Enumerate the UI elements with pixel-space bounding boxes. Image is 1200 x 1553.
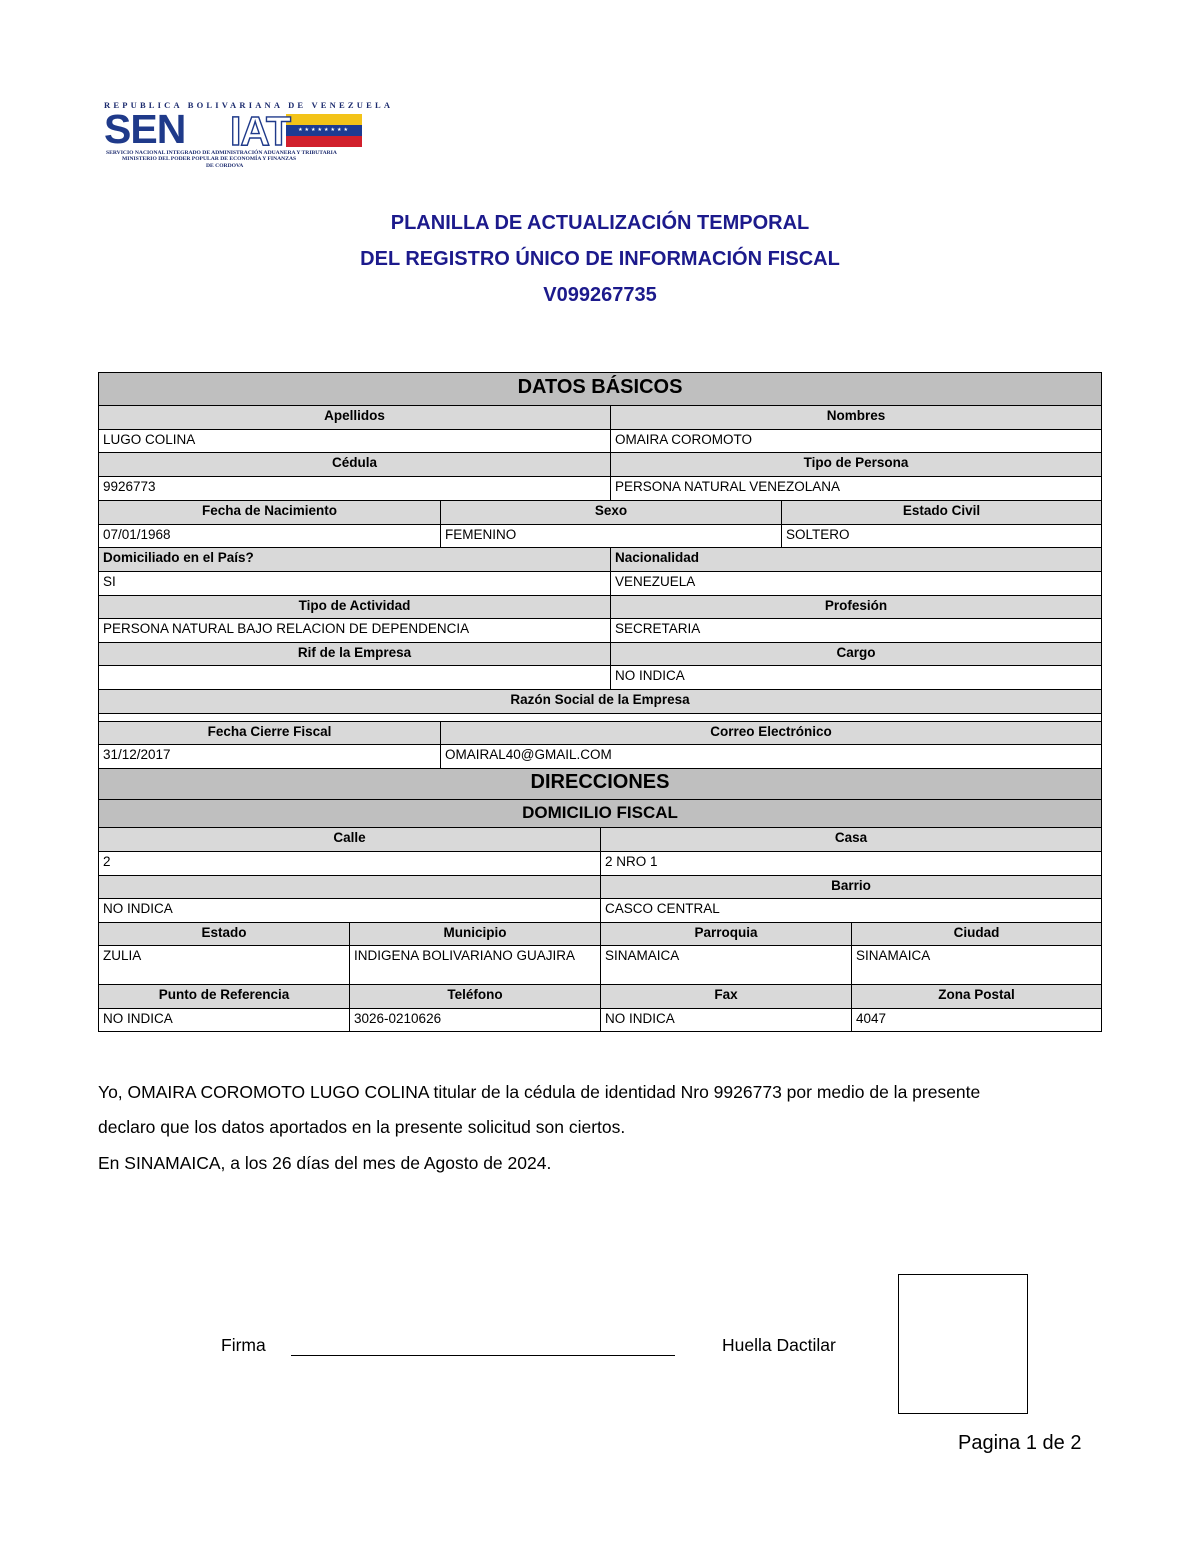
value-telefono: 3026-0210626	[349, 1008, 600, 1032]
page-number: Pagina 1 de 2	[958, 1432, 1082, 1454]
huella-label: Huella Dactilar	[722, 1335, 836, 1355]
label-nacionalidad: Nacionalidad	[610, 547, 1102, 571]
label-nombres: Nombres	[610, 405, 1102, 429]
value-estado: ZULIA	[98, 945, 349, 984]
value-barrio: CASCO CENTRAL	[600, 898, 1102, 922]
logo-republic-text: REPUBLICA BOLIVARIANA DE VENEZUELA	[104, 100, 394, 110]
label-sexo: Sexo	[440, 500, 781, 524]
label-estado: Estado	[98, 922, 349, 945]
fingerprint-box	[898, 1274, 1028, 1414]
label-fax: Fax	[600, 984, 851, 1008]
section-domicilio-fiscal: DOMICILIO FISCAL	[98, 799, 1102, 827]
label-barrio: Barrio	[600, 875, 1102, 898]
label-municipio: Municipio	[349, 922, 600, 945]
value-punto-referencia: NO INDICA	[98, 1008, 349, 1032]
label-casa: Casa	[600, 827, 1102, 851]
label-ciudad: Ciudad	[851, 922, 1102, 945]
value-calle: 2	[98, 851, 600, 875]
registration-table	[98, 372, 1102, 1032]
value-fax: NO INDICA	[600, 1008, 851, 1032]
value-parroquia: SINAMAICA	[600, 945, 851, 984]
firma-label: Firma	[221, 1335, 266, 1355]
label-profesion: Profesión	[610, 595, 1102, 618]
signature-line	[291, 1355, 675, 1356]
value-estado-civil: SOLTERO	[781, 524, 1102, 547]
page-title: PLANILLA DE ACTUALIZACIÓN TEMPORAL	[390, 212, 810, 234]
value-fecha-nacimiento: 07/01/1968	[98, 524, 440, 547]
label-calle: Calle	[98, 827, 600, 851]
label-cargo: Cargo	[610, 642, 1102, 665]
label-punto-referencia: Punto de Referencia	[98, 984, 349, 1008]
section-direcciones: DIRECCIONES	[98, 768, 1102, 799]
label-parroquia: Parroquia	[600, 922, 851, 945]
label-rif-empresa: Rif de la Empresa	[98, 642, 610, 665]
value-cargo: NO INDICA	[610, 665, 1102, 689]
value-nombres: OMAIRA COROMOTO	[610, 429, 1102, 452]
value-fecha-cierre: 31/12/2017	[98, 744, 440, 768]
value-rif-empresa	[98, 665, 610, 689]
value-profesion: SECRETARIA	[610, 618, 1102, 642]
label-razon-social: Razón Social de la Empresa	[98, 689, 1102, 713]
seniat-logo	[104, 100, 394, 176]
value-nacionalidad: VENEZUELA	[610, 571, 1102, 595]
value-zona-postal: 4047	[851, 1008, 1102, 1032]
label-fecha-cierre: Fecha Cierre Fiscal	[98, 721, 440, 744]
value-municipio: INDIGENA BOLIVARIANO GUAJIRA	[349, 945, 600, 984]
value-tipo-persona: PERSONA NATURAL VENEZOLANA	[610, 476, 1102, 500]
declaration-line-1: Yo, OMAIRA COROMOTO LUGO COLINA titular de la cédula de identidad Nro 9926773 por medio de la presente	[98, 1082, 981, 1102]
label-telefono: Teléfono	[349, 984, 600, 1008]
section-datos-basicos: DATOS BÁSICOS	[98, 372, 1102, 405]
value-domiciliado: SI	[98, 571, 610, 595]
value-apellidos: LUGO COLINA	[98, 429, 610, 452]
value-urbanizacion: NO INDICA	[98, 898, 600, 922]
logo-brand-left: SEN	[104, 106, 186, 152]
label-correo: Correo Electrónico	[440, 721, 1102, 744]
value-casa: 2 NRO 1	[600, 851, 1102, 875]
value-cedula: 9926773	[98, 476, 610, 500]
page-subtitle: DEL REGISTRO ÚNICO DE INFORMACIÓN FISCAL	[360, 248, 840, 270]
value-razon-social	[98, 713, 1102, 721]
value-correo: OMAIRAL40@GMAIL.COM	[440, 744, 1102, 768]
declaration-line-2: declaro que los datos aportados en la presente solicitud son ciertos.	[98, 1117, 626, 1137]
label-domiciliado: Domiciliado en el País?	[98, 547, 610, 571]
value-sexo: FEMENINO	[440, 524, 781, 547]
value-ciudad: SINAMAICA	[851, 945, 1102, 984]
label-fecha-nacimiento: Fecha de Nacimiento	[98, 500, 440, 524]
label-blank	[98, 875, 600, 898]
venezuela-flag-icon: ★★★★★★★★	[286, 114, 362, 147]
declaration-line-3: En SINAMAICA, a los 26 días del mes de Agosto de 2024.	[98, 1153, 552, 1173]
label-cedula: Cédula	[98, 452, 610, 476]
logo-brand-right: IAT	[230, 108, 291, 154]
rif-number: V099267735	[543, 284, 657, 306]
label-tipo-actividad: Tipo de Actividad	[98, 595, 610, 618]
label-zona-postal: Zona Postal	[851, 984, 1102, 1008]
value-tipo-actividad: PERSONA NATURAL BAJO RELACION DE DEPENDENCIA	[98, 618, 610, 642]
logo-subtitle: SERVICIO NACIONAL INTEGRADO DE ADMINISTRACIÓN ADUANERA Y TRIBUTARIA MINISTERIO DEL PODER POPULAR DE ECONOMÍA Y FINANZAS DE CORDOVA	[106, 150, 337, 169]
label-estado-civil: Estado Civil	[781, 500, 1102, 524]
label-tipo-persona: Tipo de Persona	[610, 452, 1102, 476]
label-apellidos: Apellidos	[98, 405, 610, 429]
